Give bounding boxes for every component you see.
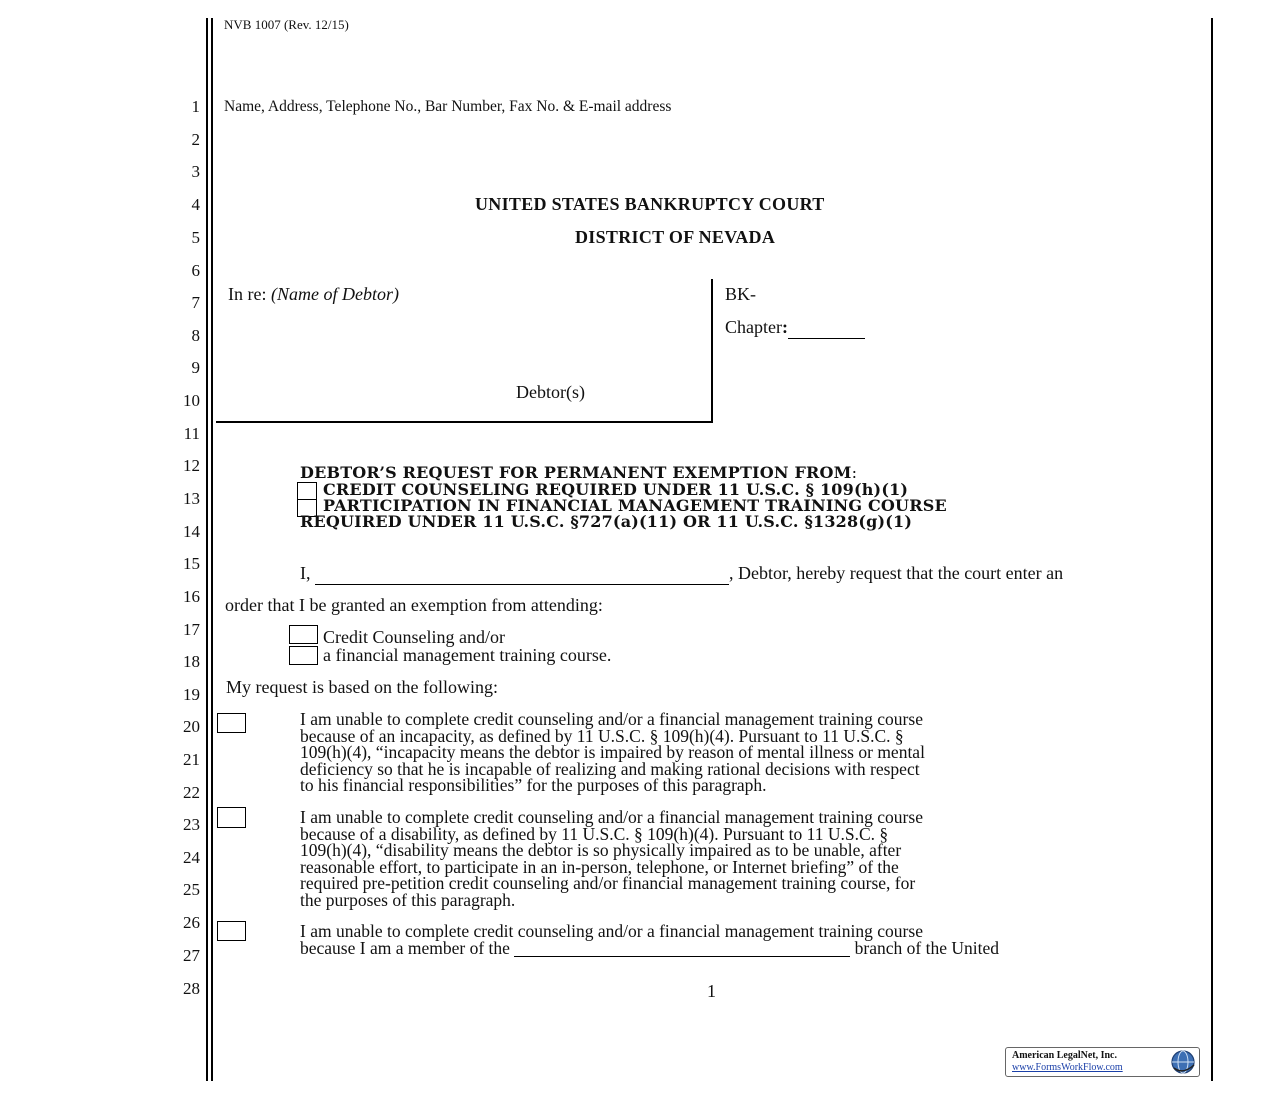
line-number: 1 <box>191 97 200 116</box>
court-district: DISTRICT OF NEVADA <box>575 227 776 247</box>
line-number: 27 <box>183 946 200 965</box>
line-number: 3 <box>191 162 200 181</box>
title-option-training-course-cont: REQUIRED UNDER 11 U.S.C. §727(a)(11) OR 11 U.S.C. §1328(g)(1) <box>300 512 913 531</box>
military-branch-field[interactable] <box>514 940 850 958</box>
training-course-checkbox[interactable] <box>289 646 318 665</box>
title-option-credit-counseling: CREDIT COUNSELING REQUIRED UNDER 11 U.S.C. § 109(h)(1) <box>323 480 909 499</box>
line-number: 7 <box>191 293 200 312</box>
military-checkbox[interactable] <box>217 921 246 941</box>
request-intro: I, , Debtor, hereby request that the court enter an <box>300 563 1064 583</box>
line-number: 12 <box>183 456 200 475</box>
debtor-name-placeholder[interactable]: (Name of Debtor) <box>270 284 399 304</box>
debtor-label: Debtor(s) <box>516 382 585 402</box>
left-margin-rule-inner <box>211 18 213 1081</box>
publisher-company: American LegalNet, Inc. <box>1012 1050 1117 1061</box>
line-number: 26 <box>183 913 200 932</box>
line-number: 2 <box>191 130 200 149</box>
chapter-label: Chapter: <box>725 317 865 339</box>
basis-heading: My request is based on the following: <box>226 677 498 697</box>
bk-number-label: BK- <box>725 284 756 304</box>
line-number: 16 <box>183 587 200 606</box>
line-number: 15 <box>183 554 200 573</box>
court-name: UNITED STATES BANKRUPTCY COURT <box>475 194 825 214</box>
line-number: 9 <box>191 358 200 377</box>
title-line-1: DEBTOR’S REQUEST FOR PERMANENT EXEMPTION FROM: <box>300 463 858 482</box>
line-number: 11 <box>183 424 200 443</box>
debtor-name-field[interactable] <box>315 563 729 585</box>
filer-info-label: Name, Address, Telephone No., Bar Number, Fax No. & E-mail address <box>224 98 672 115</box>
line-number: 10 <box>183 391 200 410</box>
line-number: 24 <box>183 848 200 867</box>
credit-counseling-label: Credit Counseling and/or <box>323 627 505 647</box>
line-number: 21 <box>183 750 200 769</box>
title-option-training-course: PARTICIPATION IN FINANCIAL MANAGEMENT TRAINING COURSE <box>323 496 947 515</box>
disability-paragraph: I am unable to complete credit counseling and/or a financial management training course because of a disability, as defined by 11 U.S.C. § 109(h)(4). Pursuant to 11 U.S.C. § 109(h)(4), “disability means the debtor is so physically impaired as to be unable, after reasonable effort, to participate in an in-person, telephone, or Internet briefing” of the required pre-petition credit counseling and/or financial management training course, for the purposes of this paragraph. <box>300 807 923 910</box>
training-course-label: a financial management training course. <box>323 645 612 665</box>
line-number: 8 <box>191 326 200 345</box>
caption-vertical-rule <box>711 279 713 423</box>
disability-checkbox[interactable] <box>217 807 246 828</box>
line-number: 4 <box>191 195 200 214</box>
line-number: 19 <box>183 685 200 704</box>
in-re-text: In re: <box>228 284 267 304</box>
publisher-logo[interactable] <box>1005 1047 1200 1077</box>
request-intro-line-2: order that I be granted an exemption from attending: <box>225 595 603 615</box>
line-number: 17 <box>183 620 200 639</box>
military-paragraph: I am unable to complete credit counseling and/or a financial management training course because I am a member of the branch of the United <box>300 921 999 958</box>
globe-icon <box>1170 1049 1196 1075</box>
line-number: 5 <box>191 228 200 247</box>
line-number: 20 <box>183 717 200 736</box>
incapacity-paragraph: I am unable to complete credit counseling and/or a financial management training course because of an incapacity, as defined by 11 U.S.C. § 109(h)(4). Pursuant to 11 U.S.C. § 109(h)(4), “incapacity means the debtor is impaired by reason of mental illness or mental deficiency so that he is incapable of realizing and making rational decisions with respect to his financial responsibilities” for the purposes of this paragraph. <box>300 709 925 795</box>
credit-counseling-checkbox[interactable] <box>289 625 318 644</box>
incapacity-checkbox[interactable] <box>217 713 246 733</box>
line-number: 23 <box>183 815 200 834</box>
line-number: 6 <box>191 261 200 280</box>
in-re-label <box>228 284 399 305</box>
line-number: 25 <box>183 880 200 899</box>
right-margin-rule <box>1211 18 1213 1081</box>
line-number: 14 <box>183 522 200 541</box>
line-number: 28 <box>183 979 200 998</box>
form-number: NVB 1007 (Rev. 12/15) <box>224 17 349 32</box>
left-margin-rule-outer <box>206 18 208 1081</box>
line-number: 18 <box>183 652 200 671</box>
publisher-website[interactable]: www.FormsWorkFlow.com <box>1012 1062 1123 1073</box>
caption-bottom-rule <box>216 421 713 423</box>
credit-counseling-exemption-checkbox[interactable] <box>297 482 317 500</box>
page-number: 1 <box>707 981 716 1001</box>
line-number: 22 <box>183 783 200 802</box>
line-number: 13 <box>183 489 200 508</box>
chapter-field[interactable] <box>788 317 865 339</box>
